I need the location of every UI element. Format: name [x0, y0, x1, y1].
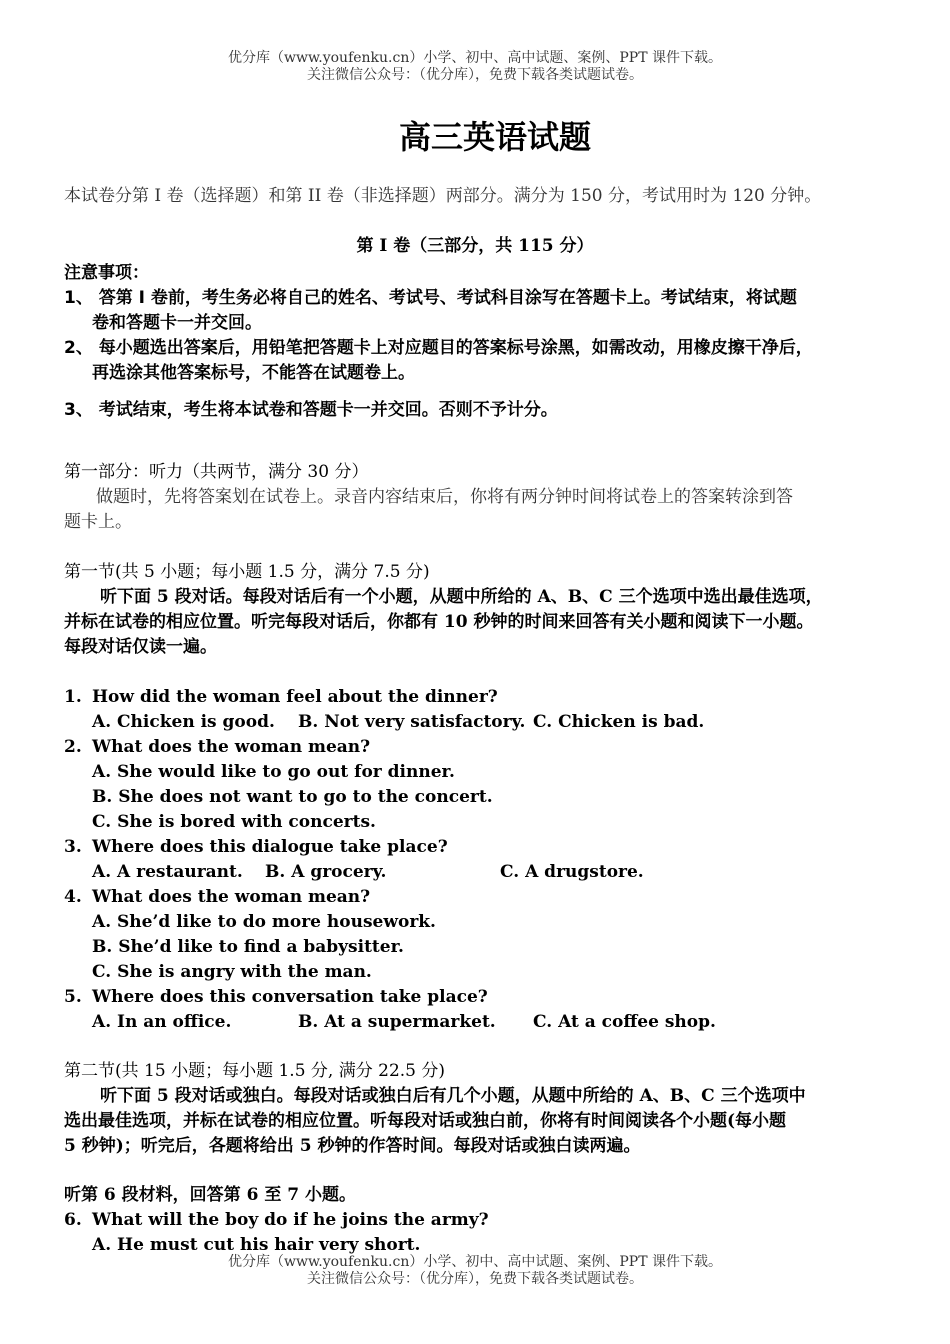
note-2-line-2: 再选涂其他答案标号，不能答在试题卷上。: [92, 363, 415, 383]
note-1-line-2: 卷和答题卡一并交回。: [92, 313, 262, 333]
question-4-option-c: C. She is angry with the man.: [92, 962, 372, 982]
question-5-option-c: C. At a coffee shop.: [533, 1012, 716, 1032]
question-3-option-a: A. A restaurant.: [92, 862, 243, 882]
question-2-number: 2.: [64, 737, 82, 757]
question-6-text: What will the boy do if he joins the army?: [92, 1210, 489, 1230]
question-5-option-a: A. In an office.: [92, 1012, 232, 1032]
question-1-number: 1.: [64, 687, 82, 707]
footer-line-1: 优分库（www.youfenku.cn）小学、初中、高中试题、案例、PPT 课件下载。: [227, 1254, 722, 1270]
section-1-instruction-2: 并标在试卷的相应位置。听完每段对话后，你都有 10 秒钟的时间来回答有关小题和阅读下一小题。: [64, 612, 814, 632]
section-2-instruction-3: 5 秒钟)；听完后，各题将给出 5 秒钟的作答时间。每段对话或独白读两遍。: [64, 1136, 641, 1156]
exam-intro: 本试卷分第 I 卷（选择题）和第 II 卷（非选择题）两部分。满分为 150 分，考试用时为 120 分钟。: [64, 186, 822, 206]
header-line-2: 关注微信公众号：（优分库），免费下载各类试题试卷。: [307, 67, 643, 83]
question-2-option-b: B. She does not want to go to the concert.: [92, 787, 493, 807]
volume-1-heading: 第 I 卷（三部分，共 115 分）: [356, 236, 594, 256]
section-2-instruction-1: 听下面 5 段对话或独白。每段对话或独白后有几个小题，从题中所给的 A、B、C 三个选项中: [100, 1086, 806, 1106]
section-2-instruction-2: 选出最佳选项，并标在试卷的相应位置。听每段对话或独白前，你将有时间阅读各个小题(每小题: [64, 1111, 787, 1131]
section-1-instruction-3: 每段对话仅读一遍。: [64, 637, 217, 657]
question-6-number: 6.: [64, 1210, 82, 1230]
note-3: 3、 考试结束，考生将本试卷和答题卡一并交回。否则不予计分。: [64, 400, 558, 420]
question-1-option-a: A. Chicken is good.: [92, 712, 275, 732]
question-4-option-a: A. She’d like to do more housework.: [92, 912, 436, 932]
part-1-instruction-1: 做题时，先将答案划在试卷上。录音内容结束后，你将有两分钟时间将试卷上的答案转涂到答: [96, 487, 793, 507]
page-header: [0, 50, 950, 84]
question-3-option-c: C. A drugstore.: [500, 862, 644, 882]
page-footer: [0, 1254, 950, 1288]
header-line-1: 优分库（www.youfenku.cn）小学、初中、高中试题、案例、PPT 课件下载。: [227, 50, 722, 66]
question-4-number: 4.: [64, 887, 82, 907]
question-2-option-a: A. She would like to go out for dinner.: [92, 762, 455, 782]
note-1-line-1: 1、 答第 I 卷前，考生务必将自己的姓名、考试号、考试科目涂写在答题卡上。考试结束，将试题: [64, 288, 797, 308]
section-1-instruction-1: 听下面 5 段对话。每段对话后有一个小题，从题中所给的 A、B、C 三个选项中选出最佳选项，: [100, 587, 823, 607]
question-3-text: Where does this dialogue take place?: [92, 837, 448, 857]
part-1-heading: 第一部分：听力（共两节，满分 30 分）: [64, 462, 369, 482]
question-5-number: 5.: [64, 987, 82, 1007]
question-3-number: 3.: [64, 837, 82, 857]
notes-heading: 注意事项：: [64, 263, 149, 283]
question-1-option-b: B. Not very satisfactory.: [298, 712, 526, 732]
question-5-text: Where does this conversation take place?: [92, 987, 488, 1007]
question-4-text: What does the woman mean?: [92, 887, 371, 907]
question-2-text: What does the woman mean?: [92, 737, 371, 757]
note-2-line-1: 2、 每小题选出答案后，用铅笔把答题卡上对应题目的答案标号涂黑，如需改动，用橡皮擦干净后，: [64, 338, 813, 358]
question-6-option-a: A. He must cut his hair very short.: [92, 1235, 421, 1255]
question-4-option-b: B. She’d like to find a babysitter.: [92, 937, 404, 957]
part-1-instruction-2: 题卡上。: [64, 512, 132, 532]
footer-line-2: 关注微信公众号：（优分库），免费下载各类试题试卷。: [307, 1271, 643, 1287]
question-5-option-b: B. At a supermarket.: [298, 1012, 496, 1032]
question-1-text: How did the woman feel about the dinner?: [92, 687, 498, 707]
page-title: 高三英语试题: [398, 118, 591, 156]
section-2-heading: 第二节(共 15 小题；每小题 1.5 分, 满分 22.5 分): [64, 1061, 446, 1081]
question-3-option-b: B. A grocery.: [265, 862, 387, 882]
section-1-heading: 第一节(共 5 小题；每小题 1.5 分，满分 7.5 分): [64, 562, 430, 582]
question-2-option-c: C. She is bored with concerts.: [92, 812, 376, 832]
question-1-option-c: C. Chicken is bad.: [533, 712, 705, 732]
material-6-heading: 听第 6 段材料，回答第 6 至 7 小题。: [64, 1185, 356, 1205]
